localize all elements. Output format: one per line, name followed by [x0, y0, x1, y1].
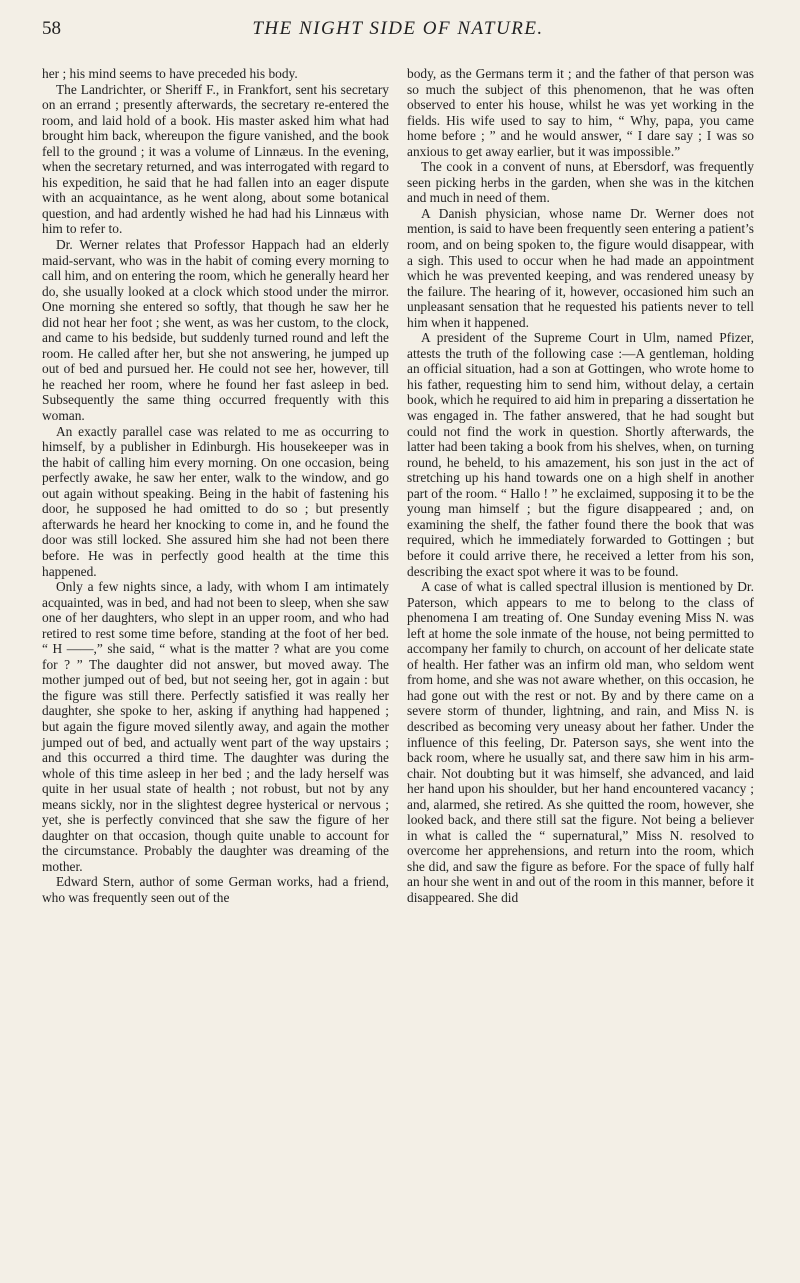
paragraph: Dr. Werner relates that Professor Happach had an elderly maid-servant, who was in the habit of coming every morning to call him, and on entering the room, which he generally heard her do, she usually looked at a clock which stood under the mirror. One morning she entered so softly, that though he saw her he did not hear her foot ; she went, as was her custom, to the clock, and came to his bedside, but suddenly turned round and left the room. He called after her, but she not answering, he jumped up out of bed and pursued her. He could not see her, however, till he reached her room, where he found her fast asleep in bed. Subsequently the same thing occurred frequently with this woman. [42, 237, 389, 424]
paragraph: body, as the Germans term it ; and the father of that person was so much the subject of this phenomenon, that he was often observed to enter his house, whilst he was yet working in the fields. His wife used to say to him, “ Why, papa, you came home before ; ” and he would answer, “ I dare say ; I was so anxious to get away earlier, but it was impossible.” [407, 66, 754, 159]
paragraph: The cook in a convent of nuns, at Ebersdorf, was frequently seen picking herbs in the garden, when she was in the kitchen and much in need of them. [407, 159, 754, 206]
paragraph: A case of what is called spectral illusion is mentioned by Dr. Paterson, which appears to me to belong to the class of phenomena I am treating of. One Sunday evening Miss N. was left at home the sole inmate of the house, not being permitted to accompany her family to church, on account of her delicate state of health. Her father was an infirm old man, who seldom went from home, and she was not aware whether, on this occasion, he had gone out with the rest or not. By and by there came on a severe storm of thunder, lightning, and rain, and Miss N. is described as becoming very uneasy about her father. Under the influence of this feeling, Dr. Paterson says, she went into the back room, where he usually sat, and there saw him in his arm-chair. Not doubting but it was himself, she advanced, and laid her hand upon his shoulder, but her hand encountered vacancy ; and, alarmed, she retired. As she quitted the room, however, she looked back, and there still sat the figure. Not being a believer in what is called the “ supernatural,” Miss N. resolved to overcome her apprehensions, and return into the room, which she did, and saw the figure as before. For the space of fully half an hour she went in and out of the room in this manner, before it disappeared. She did [407, 579, 754, 905]
text-columns [42, 66, 754, 906]
paragraph: Edward Stern, author of some German works, had a friend, who was frequently seen out of the [42, 874, 389, 905]
page-header [42, 18, 754, 52]
paragraph: A president of the Supreme Court in Ulm, named Pfizer, attests the truth of the following case :—A gentleman, holding an official situation, had a son at Gottingen, who wrote home to his father, requesting him to send him, without delay, a certain book, which he required to aid him in preparing a dissertation he was engaged in. The father answered, that he had sought but could not find the work in question. Shortly afterwards, the latter had been taking a book from his shelves, when, on turning round, he beheld, to his amazement, his son just in the act of stretching up his hand towards one on a high shelf in another part of the room. “ Hallo ! ” he exclaimed, supposing it to be the young man himself ; but the figure disappeared ; and, on examining the shelf, the father found there the book that was required, which he immediately forwarded to Gottingen ; but before it could arrive there, he received a letter from his son, describing the exact spot where it was to be found. [407, 330, 754, 579]
paragraph: The Landrichter, or Sheriff F., in Frankfort, sent his secretary on an errand ; presently afterwards, the secretary re-entered the room, and laid hold of a book. His master asked him what had brought him back, whereupon the figure vanished, and the book fell to the ground ; it was a volume of Linnæus. In the evening, when the secretary returned, and was interrogated with regard to his expedition, he said that he had fallen into an eager dispute with an acquaintance, as he went along, about some botanical question, and had ardently wished he had had his Linnæus with him to refer to. [42, 81, 389, 237]
running-title: THE NIGHT SIDE OF NATURE. [252, 18, 544, 39]
paragraph: An exactly parallel case was related to me as occurring to himself, by a publisher in Edinburgh. His housekeeper was in the habit of calling him every morning. On one occasion, being perfectly awake, he saw her enter, walk to the window, and go out again without speaking. Being in the habit of fastening his door, he supposed he had omitted to do so ; but presently afterwards he heard her knocking to come in, and he found the door was still locked. She assured him she had not been there before. He was in perfectly good health at the time this happened. [42, 423, 389, 579]
paragraph: Only a few nights since, a lady, with whom I am intimately acquainted, was in bed, and had not been to sleep, when she saw one of her daughters, who slept in an upper room, and who had retired to rest some time before, standing at the foot of her bed. “ H ——,” she said, “ what is the matter ? what are you come for ? ” The daughter did not answer, but moved away. The mother jumped out of bed, but not seeing her, got in again : but the figure was still there. Perfectly satisfied it was really her daughter, she spoke to her, asking if anything had happened ; but again the figure moved silently away, and again the mother jumped out of bed, and actually went part of the way upstairs ; and this occurred a third time. The daughter was during the whole of this time asleep in her bed ; and the lady herself was quite in her usual state of health ; not robust, but not by any means sickly, nor in the slightest degree hysterical or nervous ; yet, she is perfectly convinced that she saw the figure of her daughter on that occasion, though quite unable to account for the circumstance. Probably the daughter was dreaming of the mother. [42, 579, 389, 874]
left-column [42, 66, 389, 906]
page-number: 58 [42, 18, 61, 39]
right-column [407, 66, 754, 906]
paragraph: A Danish physician, whose name Dr. Werner does not mention, is said to have been frequently seen entering a patient’s room, and on being spoken to, the figure would disappear, with a sigh. This used to occur when he had made an appointment which he was prevented keeping, and was rendered uneasy by the failure. The hearing of it, however, occasioned him such an unpleasant sensation that he requested his patients never to tell him when it happened. [407, 205, 754, 330]
paragraph: her ; his mind seems to have preceded his body. [42, 66, 298, 81]
